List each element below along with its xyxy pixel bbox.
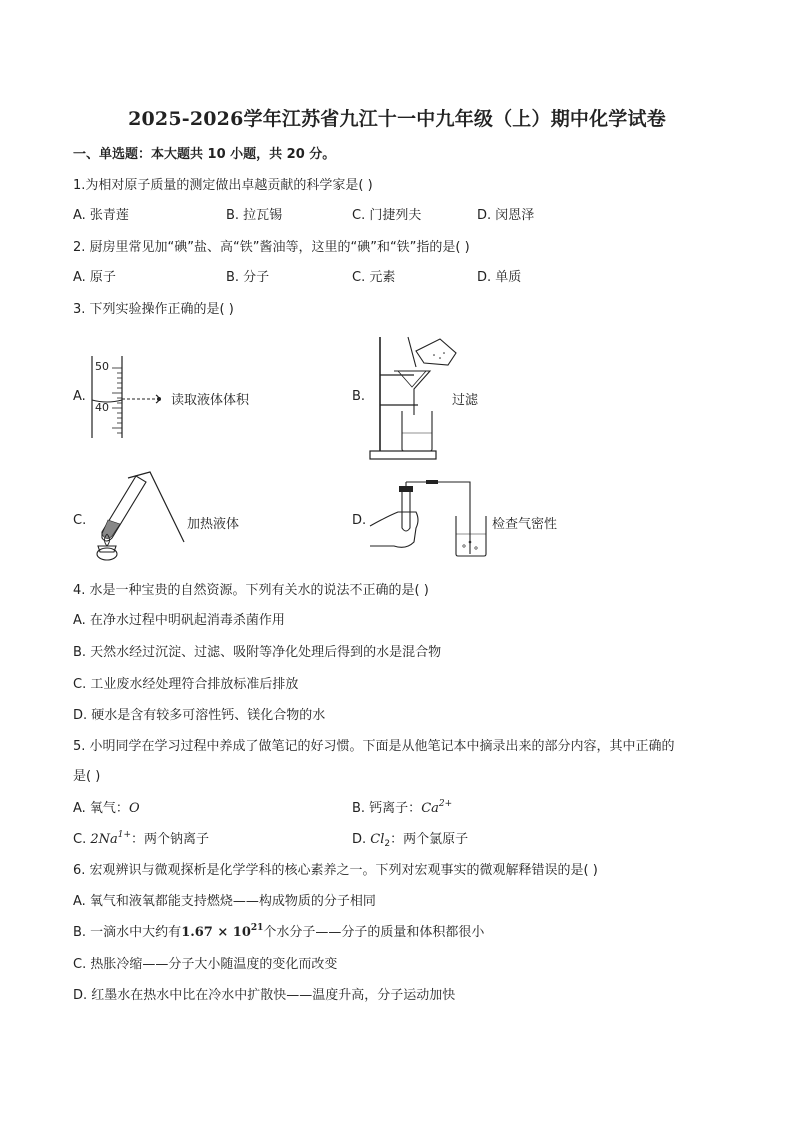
calcium-ion-formula: Ca <box>421 801 439 816</box>
q2-option-d: D. 单质 <box>477 270 522 285</box>
q1-option-b: B. 拉瓦锡 <box>226 208 283 223</box>
q5-option-b-label: B. 钙离子： <box>352 801 422 816</box>
q3-option-a-letter: A. <box>73 389 86 404</box>
q3-option-a-label: 读取液体体积 <box>171 393 250 408</box>
chlorine-subscript: 2 <box>384 839 391 849</box>
molecule-count-number: 1.67 × 10 <box>181 925 251 940</box>
question-5-stem: 5. 小明同学在学习过程中养成了做笔记的好习惯。下面是从他笔记本中摘录出来的部分内容，其中正确的 <box>73 739 675 754</box>
question-1-stem: 1.为相对原子质量的测定做出卓越贡献的科学家是( ) <box>73 178 373 193</box>
q6-option-b <box>73 924 484 942</box>
q1-option-d: D. 闵恩泽 <box>477 208 535 223</box>
q5-option-c-text: ：两个钠离子 <box>131 832 210 847</box>
q3-option-d-label: 检查气密性 <box>492 517 558 532</box>
cylinder-tick-40: 40 <box>95 401 109 414</box>
q3-option-b-label: 过滤 <box>452 393 479 408</box>
q6-option-b-text: 个水分子——分子的质量和体积都很小 <box>263 925 485 940</box>
q4-option-c: C. 工业废水经处理符合排放标准后排放 <box>73 677 299 692</box>
section-heading: 一、单选题：本大题共 10 小题，共 20 分。 <box>73 147 336 162</box>
q1-option-c: C. 门捷列夫 <box>352 208 422 223</box>
chlorine-formula: Cl <box>370 832 385 847</box>
q3-option-b-letter: B. <box>352 389 366 404</box>
q6-option-d: D. 红墨水在热水中比在冷水中扩散快——温度升高，分子运动加快 <box>73 988 456 1003</box>
question-6-stem: 6. 宏观辨识与微观探析是化学学科的核心素养之一。下列对宏观事实的微观解释错误的是( ) <box>73 863 598 878</box>
q3-option-d-letter: D. <box>352 513 367 528</box>
oxygen-formula: O <box>128 801 140 816</box>
q1-option-a: A. 张青莲 <box>73 208 129 223</box>
q6-option-b-label: B. 一滴水中大约有 <box>73 925 182 940</box>
q3-option-c-label: 加热液体 <box>187 517 240 532</box>
q5-option-a-label: A. 氧气： <box>73 801 129 816</box>
question-4-stem: 4. 水是一种宝贵的自然资源。下列有关水的说法不正确的是( ) <box>73 583 429 598</box>
airtightness-check-figure <box>368 476 493 568</box>
q5-option-d-text: ：两个氯原子 <box>390 832 469 847</box>
q2-option-a: A. 原子 <box>73 270 116 285</box>
q5-option-c-label: C. <box>73 832 91 847</box>
question-5-stem-cont: 是( ) <box>73 769 101 784</box>
q5-option-b <box>352 800 452 818</box>
sodium-ion-charge: 1+ <box>117 830 132 840</box>
q4-option-a: A. 在净水过程中明矾起消毒杀菌作用 <box>73 613 285 628</box>
sodium-ion-formula: 2Na <box>90 832 118 847</box>
calcium-ion-charge: 2+ <box>438 799 453 809</box>
q2-option-c: C. 元素 <box>352 270 396 285</box>
q5-option-a <box>73 800 140 818</box>
q3-option-c-letter: C. <box>73 513 87 528</box>
q4-option-b: B. 天然水经过沉淀、过滤、吸附等净化处理后得到的水是混合物 <box>73 645 442 660</box>
cylinder-tick-50: 50 <box>95 360 109 373</box>
molecule-count-exponent: 21 <box>250 923 264 933</box>
filtration-apparatus-figure <box>368 333 458 463</box>
q5-option-c <box>73 831 209 849</box>
q6-option-c: C. 热胀冷缩——分子大小随温度的变化而改变 <box>73 957 338 972</box>
heating-liquid-figure <box>88 470 188 566</box>
q2-option-b: B. 分子 <box>226 270 270 285</box>
q5-option-d <box>352 831 468 849</box>
question-2-stem: 2. 厨房里常见加“碘”盐、高“铁”酱油等，这里的“碘”和“铁”指的是( ) <box>73 240 470 255</box>
q5-option-d-label: D. <box>352 832 371 847</box>
question-3-stem: 3. 下列实验操作正确的是( ) <box>73 302 234 317</box>
page-title: 2025-2026学年江苏省九江十一中九年级（上）期中化学试卷 <box>128 108 666 130</box>
q4-option-d: D. 硬水是含有较多可溶性钙、镁化合物的水 <box>73 708 326 723</box>
q6-option-a: A. 氧气和液氧都能支持燃烧——构成物质的分子相同 <box>73 894 376 909</box>
